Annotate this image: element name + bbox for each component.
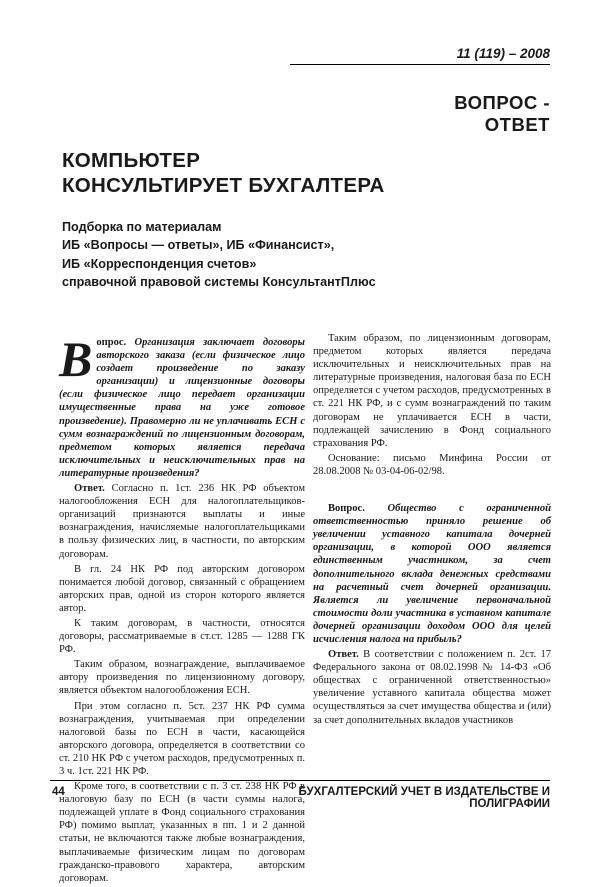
article-title <box>62 148 542 198</box>
question-label: Вопрос. <box>328 503 365 515</box>
subtitle-line: Подборка по материалам <box>62 220 222 234</box>
source-note: Основание: письмо Минфина России от 28.08.2008 № 03-04-06-02/98. <box>313 452 551 477</box>
subtitle-line: ИБ «Вопросы — ответы», ИБ «Финансист», <box>62 238 335 253</box>
question-paragraph <box>313 502 551 646</box>
answer-paragraph <box>59 482 305 561</box>
section-heading: ВОПРОС - ОТВЕТ <box>454 92 550 135</box>
subtitle-line: справочной правовой системы КонсультантПлюс <box>62 274 376 289</box>
answer-label: Ответ. <box>74 483 105 495</box>
body-paragraph: В гл. 24 НК РФ под авторским договором понимается любой договор, связанный с обращением авторских прав, одной из сторон которого является автор. <box>59 563 305 614</box>
article-subtitle <box>62 218 542 291</box>
spacer <box>313 480 551 502</box>
answer-text: В соответствии с положением п. 2ст. 17 Федерального закона от 08.02.1998 № 14-ФЗ «Об обществах с ограниченной ответственностью» увеличение уставного капитала общества может осуществляться за счет имущества общества и (или) за счет дополнительных вкладов участников <box>313 649 551 726</box>
subtitle-line: ИБ «Корреспонденция счетов» <box>62 256 257 271</box>
issue-number: 11 (119) – 2008 <box>456 46 550 61</box>
answer-text: Согласно п. 1ст. 236 НК РФ объектом налогообложения ЕСН для налогоплательщиков-организаций признаются выплаты и иные вознаграждения, начисляемые налогоплательщиками в пользу физических лиц, в частности, по авторским договорам. <box>59 483 305 560</box>
article-title-line: КОМПЬЮТЕР <box>62 149 201 172</box>
body-paragraph: Таким образом, по лицензионным договорам, предметом которых является передача исключительных и неисключительных прав на литературные произведения, налоговая база по ЕСН определяется с учетом расходов, предусмотренных в ст. 221 НК РФ, и с сумм вознаграждений по таким договорам не уплачивается ЕСН в части, подлежащей зачислению в Фонд социального страхования РФ. <box>313 333 551 449</box>
footer-rule <box>50 780 550 781</box>
question-paragraph <box>59 331 305 480</box>
body-paragraph: К таким договорам, в частности, относятся договоры, рассматриваемые в ст.ст. 1285 — 1288 ГК РФ. <box>59 617 305 656</box>
body-paragraph: При этом согласно п. 5ст. 237 НК РФ сумма вознаграждения, учитываемая при определении налоговой базы по ЕСН в части, касающейся авторского договора, определяется в соответствии со ст. 210 НК РФ с учетом расходов, предусмотренных п. 3 ч. 1ст. 221 НК РФ. <box>59 700 305 777</box>
drop-cap: В <box>59 331 93 387</box>
journal-title: БУХГАЛТЕРСКИЙ УЧЕТ В ИЗДАТЕЛЬСТВЕ И ПОЛИГРАФИИ <box>298 786 550 810</box>
body-paragraph: Таким образом, вознаграждение, выплачиваемое автору произведения по лицензионному договору, является объектом налогообложения ЕСН. <box>59 659 305 697</box>
answer-label: Ответ. <box>328 649 359 661</box>
question-label: опрос. <box>96 337 127 348</box>
page-number: 44 <box>52 786 65 798</box>
body-paragraph: Кроме того, в соответствии с п. 3 ст. 238 НК РФ в налоговую базу по ЕСН (в части суммы налога, подлежащей уплате в Фонд социального страхования РФ) помимо выплат, указанных в пп. 1 и 2 данной статьи, не включаются также любые вознаграждения, выплачиваемые физическим лицам по договорам гражданско-правового характера, авторским договорам. <box>59 781 305 884</box>
article-title-line: КОНСУЛЬТИРУЕТ БУХГАЛТЕРА <box>62 174 385 197</box>
question-text: Организация заключает договоры авторского заказа (если физическое лицо создает произведение по заказу организации) и лицензионные договоры (если физическое лицо передает организации имущественные права на уже готовое произведение). Правомерно ли не уплачивать ЕСН с сумм вознаграждений по лицензионным договорам, предметом которых является передача исключительных и неисключительных прав на литературные произведения? <box>59 337 305 479</box>
header-rule <box>290 64 550 65</box>
text-column-right <box>313 332 551 729</box>
question-text: Общество с ограниченной ответственностью приняло решение об увеличении уставного капитала дочерней организации, в которой ООО является единственным участником, за счет дополнительного вклада денежных средствами на расчетный счет дочерней организации. Является ли увеличение первоначальной стоимости доли участника в уставном капитале дочерней организации доходом ООО для целей исчисления налога на прибыль? <box>313 503 551 645</box>
answer-paragraph <box>313 648 551 727</box>
